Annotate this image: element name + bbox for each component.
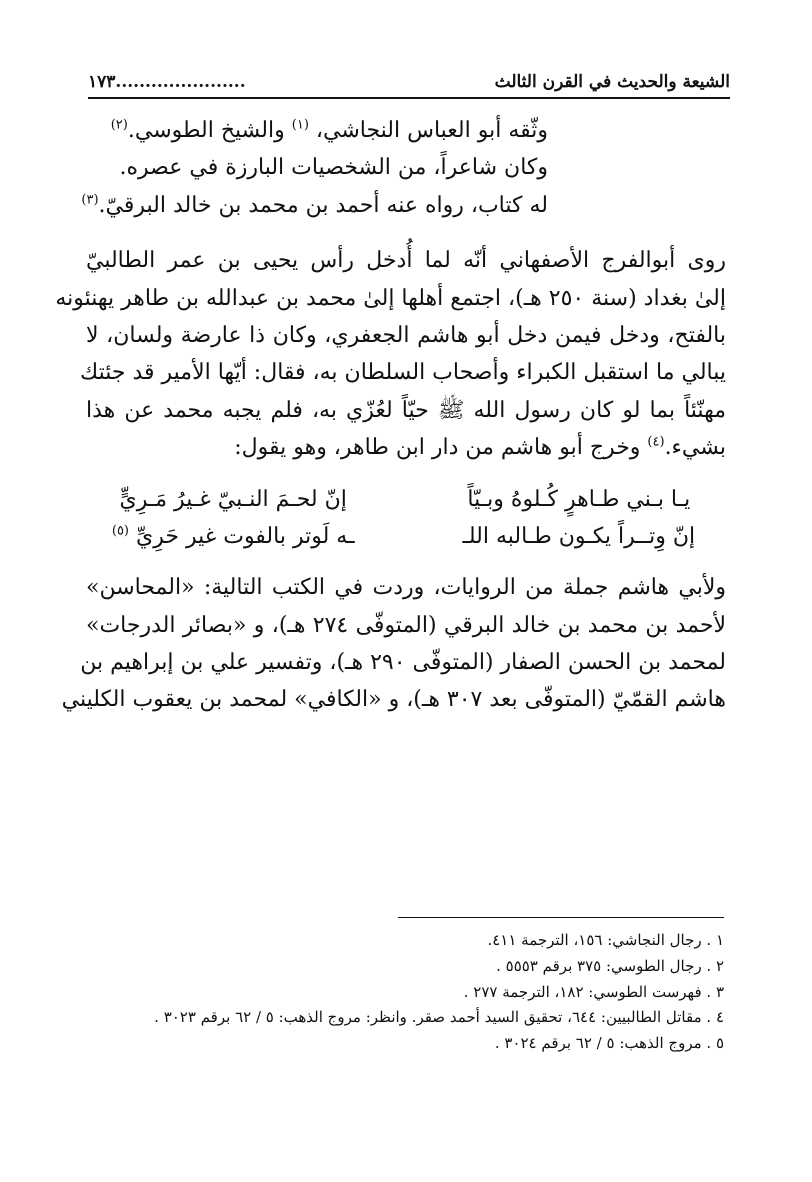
footnote-ref[interactable]: (٤) — [647, 434, 665, 450]
poem-verse — [86, 518, 726, 555]
text-line: له كتاب، رواه عنه أحمد بن محمد بن خالد البرقيّ.$^{(٣)}$ — [81, 192, 548, 218]
hemistich: ـه لَوتر بالفوت غير حَرِيِّ $^{(٥)}$ — [111, 523, 355, 549]
footnote-ref[interactable]: (٣) — [81, 192, 99, 208]
footnote-ref[interactable]: (١) — [291, 117, 309, 133]
footnote: ٢ . رجال الطوسي: ٣٧٥ برقم ٥٥٥٣ . — [496, 956, 724, 975]
hemistich: يـا بـني طـاهرٍ كُـلوهُ وبـيّاً — [467, 486, 691, 512]
header-title: الشيعة والحديث في القرن الثالث — [494, 72, 730, 92]
footnote-rule — [398, 917, 724, 918]
footnote: ٣ . فهرست الطوسي: ١٨٢، الترجمة ٢٧٧ . — [463, 982, 724, 1001]
poem — [86, 481, 726, 556]
footnote: ٤ . مقاتل الطالبيين: ٦٤٤، تحقيق السيد أحمد صقر. وانظر: مروج الذهب: ٥ / ٦٢ برقم ٣٠٢٣ . — [154, 1008, 724, 1027]
footnotes — [90, 928, 724, 1057]
hemistich: إنّ لحـمَ النـبيّ غـيرُ مَـرِيٍّ — [119, 486, 347, 512]
paragraph-line: ولأبي هاشم جملة من الروايات، وردت في الكتب التالية: «المحاسن» — [86, 575, 727, 601]
paragraph-line: يبالي ما استقبل الكبراء وأصحاب السلطان به، فقال: أيّها الأمير قد جئتك — [80, 360, 726, 386]
paragraph-line: لمحمد بن الحسن الصفار (المتوفّى ٢٩٠ هـ)، وتفسير علي بن إبراهيم بن — [80, 650, 726, 676]
paragraph-line: هاشم القمّيّ (المتوفّى بعد ٣٠٧ هـ)، و «الكافي» لمحمد بن يعقوب الكليني — [61, 687, 726, 713]
text-line: وثّقه أبو العباس النجاشي، $^{(١)}$ والشيخ الطوسي.$^{(٢)}$ — [110, 117, 548, 143]
poem-verse — [86, 481, 726, 518]
paragraph-line: روى أبوالفرج الأصفهاني أنّه لما أُدخل رأس يحيى بن عمر الطالبيّ — [86, 248, 726, 274]
paragraph-line: إلىٰ بغداد (سنة ٢٥٠ هـ)، اجتمع أهلها إلىٰ محمد بن عبدالله بن طاهر يهنئونه — [55, 285, 726, 311]
footnote-ref[interactable]: (٢) — [110, 117, 128, 133]
running-header — [88, 56, 730, 92]
paragraph-line: لأحمد بن محمد بن خالد البرقي (المتوفّى ٢٧٤ هـ)، و «بصائر الدرجات» — [86, 612, 726, 638]
text-line: وكان شاعراً، من الشخصيات البارزة في عصره. — [119, 155, 548, 181]
hemistich: إنّ وِتــراً يكـون طـالبه اللـ — [462, 523, 696, 549]
paragraph-line: مهنّئاً بما لو كان رسول الله ﷺ حيّاً لعُزّي به، فلم يجبه محمد عن هذا — [86, 397, 726, 423]
footnote: ٥ . مروج الذهب: ٥ / ٦٢ برقم ٣٠٢٤ . — [494, 1034, 724, 1053]
paragraph-line: بشيء.$^{(٤)}$ وخرج أبو هاشم من دار ابن طاهر، وهو يقول: — [234, 434, 726, 461]
footnote-ref[interactable]: (٥) — [111, 523, 129, 539]
header-rule — [88, 97, 730, 99]
page-number: ١٧٣...................... — [88, 72, 246, 92]
main-text — [55, 112, 727, 719]
footnote: ١ . رجال النجاشي: ١٥٦، الترجمة ٤١١. — [487, 931, 724, 949]
paragraph-line: بالفتح، ودخل فيمن دخل أبو هاشم الجعفري، وكان ذا عارضة ولسان، لا — [86, 322, 726, 348]
